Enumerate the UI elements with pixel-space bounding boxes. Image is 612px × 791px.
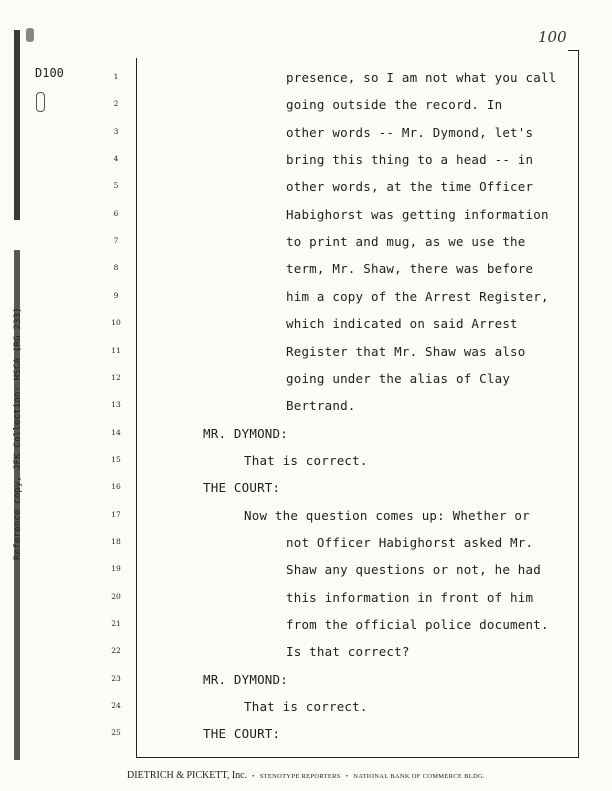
transcript-line: That is correct. bbox=[244, 699, 368, 715]
line-number: 13 bbox=[111, 400, 121, 410]
transcript-line: going outside the record. In bbox=[286, 97, 503, 113]
line-number: 21 bbox=[111, 619, 121, 628]
line-number: 15 bbox=[111, 454, 121, 464]
transcript-line: this information in front of him bbox=[286, 589, 534, 605]
footer-address: NATIONAL BANK OF COMMERCE BLDG. bbox=[353, 773, 485, 780]
transcript-line: which indicated on said Arrest bbox=[286, 316, 518, 332]
line-number: 19 bbox=[111, 564, 121, 574]
top-rule bbox=[568, 50, 579, 51]
transcript-line: from the official police document. bbox=[286, 617, 549, 632]
line-number: 10 bbox=[111, 318, 121, 328]
transcript-line: MR. DYMOND: bbox=[203, 425, 288, 441]
line-number: 14 bbox=[111, 427, 121, 437]
line-number: 25 bbox=[111, 728, 121, 738]
transcript-line: going under the alias of Clay bbox=[286, 370, 511, 386]
line-number: 20 bbox=[111, 591, 121, 601]
page-number: 100 bbox=[538, 28, 567, 46]
right-rule bbox=[578, 50, 579, 758]
transcript-line: other words, at the time Officer bbox=[286, 179, 534, 195]
bottom-rule bbox=[136, 757, 579, 758]
line-number: 5 bbox=[113, 181, 119, 191]
transcript-line: term, Mr. Shaw, there was before bbox=[286, 261, 534, 277]
binding-edge bbox=[14, 30, 20, 220]
line-number: 3 bbox=[113, 126, 119, 136]
reporter-footer bbox=[0, 770, 612, 781]
line-number: 18 bbox=[111, 536, 121, 546]
transcript-line: Now the question comes up: Whether or bbox=[244, 507, 530, 523]
line-number: 1 bbox=[113, 72, 119, 81]
transcript-line: other words -- Mr. Dymond, let's bbox=[286, 124, 534, 140]
line-number: 17 bbox=[111, 509, 121, 519]
line-number: 9 bbox=[113, 290, 119, 300]
transcript-line: Is that correct? bbox=[286, 644, 410, 660]
line-number: 7 bbox=[113, 236, 119, 246]
transcript-line: Shaw any questions or not, he had bbox=[286, 562, 541, 578]
line-number: 4 bbox=[113, 154, 119, 164]
transcript-line: Register that Mr. Shaw was also bbox=[286, 343, 526, 359]
transcript-line: That is correct. bbox=[244, 452, 368, 468]
footer-firm: DIETRICH & PICKETT, Inc. bbox=[127, 770, 248, 781]
line-number: 16 bbox=[111, 482, 121, 492]
margin-stamp: Reference copy, JFK Collection: HSCA (RG 233) bbox=[13, 307, 23, 560]
transcript-line: Habighorst was getting information bbox=[286, 206, 549, 222]
transcript-line: bring this thing to a head -- in bbox=[286, 152, 534, 168]
line-number: 6 bbox=[113, 208, 119, 218]
footer-separator: • bbox=[252, 773, 255, 780]
document-id: D100 bbox=[35, 66, 64, 80]
left-rule bbox=[136, 58, 137, 758]
footer-service: STENOTYPE REPORTERS bbox=[259, 773, 341, 780]
transcript-line: THE COURT: bbox=[203, 480, 281, 496]
transcript-line: not Officer Habighorst asked Mr. bbox=[286, 534, 534, 550]
transcript-line: MR. DYMOND: bbox=[203, 671, 288, 687]
line-number: 23 bbox=[111, 673, 121, 683]
transcript-line: him a copy of the Arrest Register, bbox=[286, 288, 549, 304]
line-number: 24 bbox=[111, 701, 121, 711]
line-number: 22 bbox=[111, 646, 121, 656]
transcript-line: presence, so I am not what you call bbox=[286, 70, 557, 85]
line-number: 11 bbox=[111, 345, 121, 355]
line-number: 12 bbox=[111, 372, 121, 382]
punch-hole-mark bbox=[36, 92, 45, 112]
scan-speck bbox=[26, 28, 34, 42]
transcript-line: Bertrand. bbox=[286, 398, 356, 414]
transcript-line: to print and mug, as we use the bbox=[286, 234, 526, 250]
transcript-line: THE COURT: bbox=[203, 726, 281, 742]
line-number: 2 bbox=[113, 99, 119, 109]
footer-separator: • bbox=[345, 773, 349, 780]
line-number: 8 bbox=[113, 263, 119, 273]
